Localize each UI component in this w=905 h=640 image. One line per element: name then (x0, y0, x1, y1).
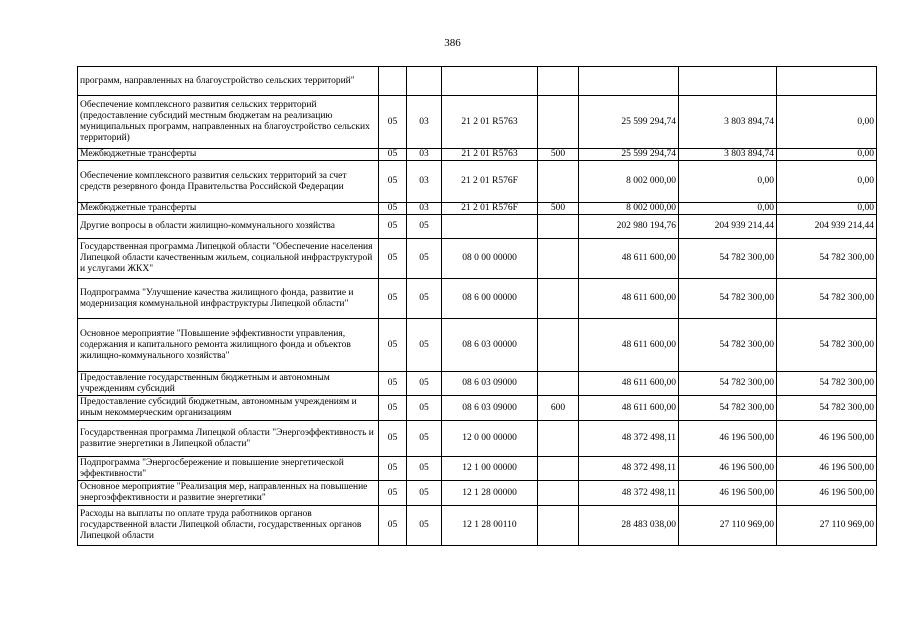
target-article-code: 12 0 00 00000 (442, 421, 538, 457)
amount-year-1: 48 372 498,11 (579, 457, 679, 481)
amount-year-2: 46 196 500,00 (679, 457, 777, 481)
subsection-code: 05 (407, 481, 442, 506)
table-row (78, 457, 877, 481)
table-row (78, 319, 877, 372)
amount-year-3: 46 196 500,00 (777, 457, 877, 481)
amount-year-3: 54 782 300,00 (777, 372, 877, 396)
subsection-code: 03 (407, 161, 442, 203)
section-code: 05 (379, 239, 407, 279)
target-article-code (442, 67, 538, 96)
amount-year-3: 0,00 (777, 203, 877, 215)
table-row (78, 279, 877, 319)
amount-year-2: 54 782 300,00 (679, 279, 777, 319)
subsection-code: 03 (407, 203, 442, 215)
amount-year-2: 0,00 (679, 161, 777, 203)
row-name: Предоставление государственным бюджетным и автономным учреждениям субсидий (78, 372, 379, 396)
section-code: 05 (379, 506, 407, 546)
section-code: 05 (379, 457, 407, 481)
target-article-code: 08 6 03 00000 (442, 319, 538, 372)
target-article-code: 12 1 28 00000 (442, 481, 538, 506)
amount-year-2: 54 782 300,00 (679, 319, 777, 372)
section-code: 05 (379, 279, 407, 319)
amount-year-2: 54 782 300,00 (679, 396, 777, 421)
budget-table (77, 66, 877, 546)
amount-year-1 (579, 67, 679, 96)
table-row (78, 215, 877, 239)
row-name: Межбюджетные трансферты (78, 149, 379, 161)
table-row (78, 67, 877, 96)
target-article-code: 21 2 01 R5763 (442, 96, 538, 149)
target-article-code: 08 6 03 09000 (442, 372, 538, 396)
amount-year-1: 25 599 294,74 (579, 149, 679, 161)
row-name: Государственная программа Липецкой области "Энергоэффективность и развитие энергетики в Липецкой области" (78, 421, 379, 457)
amount-year-2: 54 782 300,00 (679, 239, 777, 279)
row-name: Обеспечение комплексного развития сельских территорий за счет средств резервного фонда Правительства Российской Федерации (78, 161, 379, 203)
row-name: Основное мероприятие "Реализация мер, направленных на повышение энергоэффективности и развитие энергетики" (78, 481, 379, 506)
amount-year-3: 0,00 (777, 149, 877, 161)
subsection-code: 05 (407, 215, 442, 239)
subsection-code: 03 (407, 96, 442, 149)
amount-year-2: 3 803 894,74 (679, 96, 777, 149)
amount-year-3: 204 939 214,44 (777, 215, 877, 239)
subsection-code (407, 67, 442, 96)
subsection-code: 05 (407, 421, 442, 457)
amount-year-3: 54 782 300,00 (777, 239, 877, 279)
section-code: 05 (379, 161, 407, 203)
section-code: 05 (379, 421, 407, 457)
section-code (379, 67, 407, 96)
table-row (78, 396, 877, 421)
expense-type-code: 500 (538, 203, 579, 215)
target-article-code: 08 6 00 00000 (442, 279, 538, 319)
amount-year-2 (679, 67, 777, 96)
table-row (78, 421, 877, 457)
amount-year-1: 48 611 600,00 (579, 239, 679, 279)
row-name: Расходы на выплаты по оплате труда работников органов государственной власти Липецкой области, государственных органов Липецкой области (78, 506, 379, 546)
amount-year-1: 8 002 000,00 (579, 203, 679, 215)
amount-year-2: 27 110 969,00 (679, 506, 777, 546)
table-row (78, 96, 877, 149)
table-row (78, 506, 877, 546)
table-row (78, 481, 877, 506)
amount-year-2: 204 939 214,44 (679, 215, 777, 239)
expense-type-code (538, 421, 579, 457)
expense-type-code (538, 457, 579, 481)
subsection-code: 03 (407, 149, 442, 161)
amount-year-3: 54 782 300,00 (777, 396, 877, 421)
subsection-code: 05 (407, 372, 442, 396)
expense-type-code (538, 506, 579, 546)
amount-year-2: 46 196 500,00 (679, 421, 777, 457)
row-name: Обеспечение комплексного развития сельских территорий (предоставление субсидий местным бюджетам на реализацию муниципальных программ, направленных на благоустройство сельских территорий) (78, 96, 379, 149)
section-code: 05 (379, 319, 407, 372)
subsection-code: 05 (407, 506, 442, 546)
amount-year-1: 48 611 600,00 (579, 396, 679, 421)
amount-year-2: 3 803 894,74 (679, 149, 777, 161)
amount-year-1: 48 372 498,11 (579, 481, 679, 506)
row-name: Предоставление субсидий бюджетным, автономным учреждениям и иным некоммерческим организациям (78, 396, 379, 421)
amount-year-1: 48 611 600,00 (579, 372, 679, 396)
amount-year-2: 0,00 (679, 203, 777, 215)
table-row (78, 372, 877, 396)
expense-type-code (538, 215, 579, 239)
amount-year-2: 46 196 500,00 (679, 481, 777, 506)
section-code: 05 (379, 396, 407, 421)
expense-type-code (538, 67, 579, 96)
row-name: программ, направленных на благоустройство сельских территорий" (78, 67, 379, 96)
target-article-code (442, 215, 538, 239)
row-name: Основное мероприятие "Повышение эффективности управления, содержания и капитального ремонта жилищного фонда и объектов жилищно-коммунального хозяйства" (78, 319, 379, 372)
section-code: 05 (379, 215, 407, 239)
page-number: 386 (444, 37, 461, 49)
section-code: 05 (379, 203, 407, 215)
expense-type-code (538, 372, 579, 396)
expense-type-code: 500 (538, 149, 579, 161)
expense-type-code (538, 96, 579, 149)
target-article-code: 21 2 01 R576F (442, 161, 538, 203)
row-name: Государственная программа Липецкой области "Обеспечение населения Липецкой области качественным жильем, социальной инфраструктурой и услугами ЖКХ" (78, 239, 379, 279)
target-article-code: 12 1 28 00110 (442, 506, 538, 546)
amount-year-1: 48 611 600,00 (579, 319, 679, 372)
row-name: Другие вопросы в области жилищно-коммунального хозяйства (78, 215, 379, 239)
row-name: Подпрограмма "Энергосбережение и повышение энергетической эффективности" (78, 457, 379, 481)
expense-type-code: 600 (538, 396, 579, 421)
section-code: 05 (379, 149, 407, 161)
target-article-code: 12 1 00 00000 (442, 457, 538, 481)
amount-year-1: 28 483 038,00 (579, 506, 679, 546)
amount-year-3: 46 196 500,00 (777, 421, 877, 457)
amount-year-1: 8 002 000,00 (579, 161, 679, 203)
row-name: Подпрограмма "Улучшение качества жилищного фонда, развитие и модернизация коммунальной инфраструктуры Липецкой области" (78, 279, 379, 319)
target-article-code: 21 2 01 R576F (442, 203, 538, 215)
table-row (78, 203, 877, 215)
amount-year-3 (777, 67, 877, 96)
row-name: Межбюджетные трансферты (78, 203, 379, 215)
amount-year-3: 54 782 300,00 (777, 279, 877, 319)
amount-year-1: 202 980 194,76 (579, 215, 679, 239)
amount-year-3: 0,00 (777, 96, 877, 149)
expense-type-code (538, 319, 579, 372)
amount-year-3: 0,00 (777, 161, 877, 203)
subsection-code: 05 (407, 319, 442, 372)
expense-type-code (538, 481, 579, 506)
amount-year-1: 48 372 498,11 (579, 421, 679, 457)
target-article-code: 21 2 01 R5763 (442, 149, 538, 161)
table-row (78, 239, 877, 279)
subsection-code: 05 (407, 279, 442, 319)
section-code: 05 (379, 481, 407, 506)
expense-type-code (538, 161, 579, 203)
subsection-code: 05 (407, 239, 442, 279)
expense-type-code (538, 239, 579, 279)
subsection-code: 05 (407, 396, 442, 421)
amount-year-1: 48 611 600,00 (579, 279, 679, 319)
amount-year-2: 54 782 300,00 (679, 372, 777, 396)
table-row (78, 149, 877, 161)
target-article-code: 08 6 03 09000 (442, 396, 538, 421)
subsection-code: 05 (407, 457, 442, 481)
amount-year-1: 25 599 294,74 (579, 96, 679, 149)
expense-type-code (538, 279, 579, 319)
table-row (78, 161, 877, 203)
target-article-code: 08 0 00 00000 (442, 239, 538, 279)
amount-year-3: 46 196 500,00 (777, 481, 877, 506)
amount-year-3: 27 110 969,00 (777, 506, 877, 546)
section-code: 05 (379, 372, 407, 396)
section-code: 05 (379, 96, 407, 149)
amount-year-3: 54 782 300,00 (777, 319, 877, 372)
